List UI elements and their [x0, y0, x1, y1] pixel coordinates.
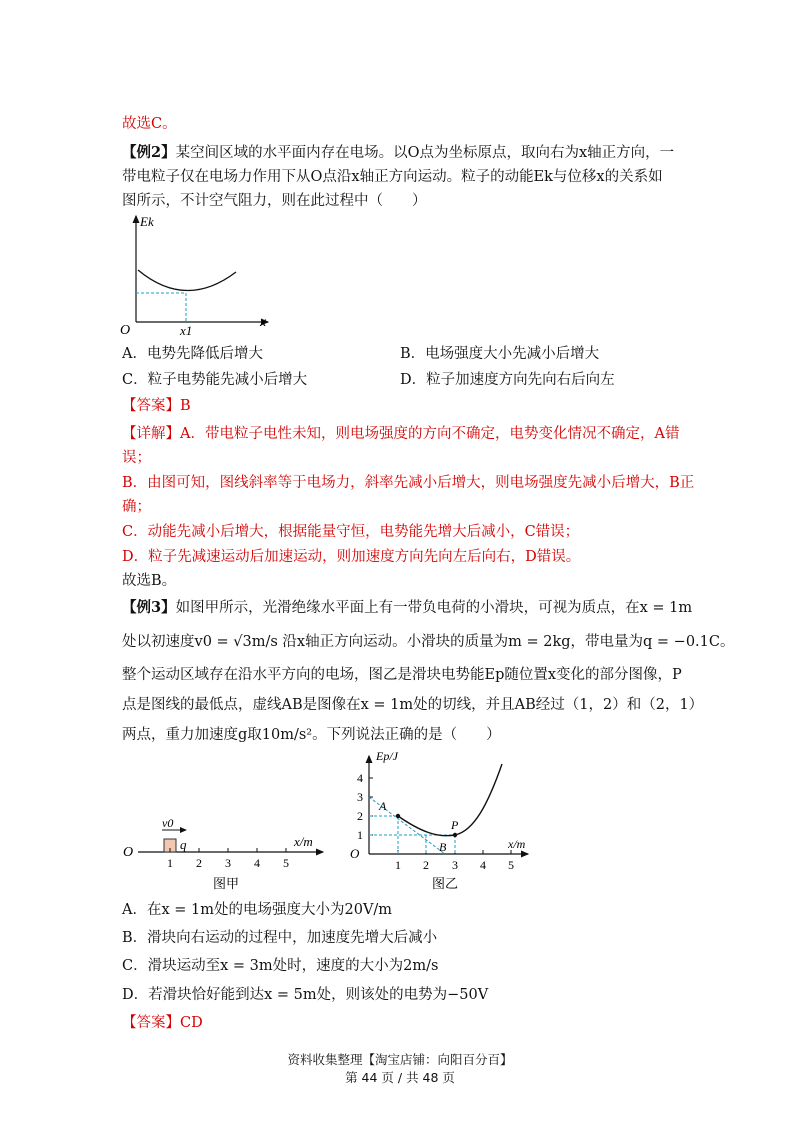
ex2-line-1: 【例2】某空间区域的水平面内存在电场。以O点为坐标原点，取向右为x轴正方向，一 [122, 144, 675, 161]
previous-conclusion: 故选C。 [122, 116, 177, 132]
point-p [453, 833, 457, 837]
ex3-tag: 【例3】 [122, 599, 176, 616]
fig-b-ytick-3: 3 [357, 790, 363, 804]
point-a [396, 814, 400, 818]
ex2-option-c: C．粒子电势能先减小后增大 [122, 372, 308, 388]
fig-a-q: q [180, 837, 187, 852]
ex2-line-3: 图所示，不计空气阻力，则在此过程中（ ） [122, 193, 427, 209]
fig-b-label-p: P [451, 818, 459, 832]
fig-a-tick-4: 4 [254, 856, 260, 870]
ex2-detail-3: B．由图可知，图线斜率等于电场力，斜率先减小后增大，则电场强度先减小后增大，B正 [122, 475, 695, 491]
ex3-option-b: B．滑块向右运动的过程中，加速度先增大后减小 [122, 930, 438, 946]
ex2-detail-2: 误； [122, 450, 151, 466]
ek-y-label: Ek [140, 214, 154, 229]
fig-a-diagram [118, 808, 328, 892]
fig-b-tick-labels [357, 771, 514, 872]
ek-x1-label: x1 [180, 323, 193, 338]
ex3-line-5: 两点，重力加速度g取10m/s²。下列说法正确的是（ ） [122, 727, 501, 743]
fig-a-origin: O [123, 845, 134, 860]
fig-a-v0: v0 [162, 816, 174, 830]
ex2-detail-1: 【详解】A．带电粒子电性未知，则电场强度的方向不确定，电势变化情况不确定，A错 [122, 426, 680, 442]
ex2-option-b: B．电场强度大小先减小后增大 [400, 346, 600, 362]
footer-page-number: 第 44 页 / 共 48 页 [345, 1070, 455, 1085]
fig-a-caption: 图甲 [213, 876, 240, 891]
fig-b-graph [346, 752, 536, 894]
fig-b-xtick-5: 5 [508, 858, 514, 872]
ex2-detail-5: C．动能先减小后增大，根据能量守恒，电势能先增大后减小，C错误； [122, 524, 580, 540]
fig-b-ytick-4: 4 [357, 771, 363, 785]
ek-x-label: x [260, 315, 267, 330]
ex2-ek-graph [118, 210, 278, 338]
fig-b-label-a: A [379, 799, 387, 813]
fig-b-xtick-3: 3 [452, 858, 458, 872]
ex2-conclusion: 故选B。 [122, 573, 177, 589]
fig-a-tick-5: 5 [283, 856, 289, 870]
fig-b-x-label: x/m [508, 837, 526, 851]
ep-curve [398, 764, 502, 836]
ex3-line-3: 整个运动区域存在沿水平方向的电场，图乙是滑块电势能Ep随位置x变化的部分图像，P [122, 667, 682, 683]
fig-a-tick-2: 2 [196, 856, 202, 870]
fig-b-xtick-4: 4 [480, 858, 486, 872]
fig-b-y-label: Ep/J [376, 752, 398, 763]
ex2-detail-4: 确； [122, 499, 151, 515]
fig-a-tick-1: 1 [167, 856, 173, 870]
fig-b-xtick-1: 1 [395, 858, 401, 872]
footer-source: 资料收集整理【淘宝店铺：向阳百分百】 [287, 1052, 513, 1067]
ex3-line-1: 【例3】如图甲所示，光滑绝缘水平面上有一带负电荷的小滑块，可视为质点，在x = 1m [122, 599, 693, 616]
ex3-line-4: 点是图线的最低点，虚线AB是图像在x = 1m处的切线，并且AB经过（1，2）和（2，1） [122, 697, 704, 713]
ek-curve [138, 270, 236, 291]
fig-a-tick-3: 3 [225, 856, 231, 870]
ex2-tag: 【例2】 [122, 144, 176, 161]
ex2-line-2: 带电粒子仅在电场力作用下从O点沿x轴正方向运动。粒子的动能Ek与位移x的关系如 [122, 169, 663, 185]
ex2-answer: 【答案】B [122, 398, 191, 414]
fig-a-axis-label: x/m [294, 834, 313, 849]
ex3-option-c: C．滑块运动至x = 3m处时，速度的大小为2m/s [122, 958, 439, 974]
fig-b-caption: 图乙 [432, 876, 459, 891]
ek-origin: O [120, 323, 131, 338]
ex3-option-d: D．若滑块恰好能到达x = 5m处，则该处的电势为−50V [122, 987, 489, 1003]
ex2-option-a: A．电势先降低后增大 [122, 346, 263, 362]
ex3-line-2: 处以初速度v0 = √3m/s 沿x轴正方向运动。小滑块的质量为m = 2kg，带电量为q = −0.1C。 [122, 634, 735, 650]
fig-b-label-b: B [439, 840, 447, 854]
ex3-option-a: A．在x = 1m处的电场强度大小为20V/m [122, 902, 393, 918]
ex2-option-d: D．粒子加速度方向先向右后向左 [400, 372, 615, 388]
fig-b-xtick-2: 2 [423, 858, 429, 872]
ex2-detail-6: D．粒子先减速运动后加速运动，则加速度方向先向左后向右，D错误。 [122, 549, 581, 565]
fig-b-ytick-2: 2 [357, 809, 363, 823]
fig-b-ytick-1: 1 [357, 828, 363, 842]
fig-b-origin: O [350, 846, 360, 861]
ex3-answer: 【答案】CD [122, 1015, 203, 1031]
